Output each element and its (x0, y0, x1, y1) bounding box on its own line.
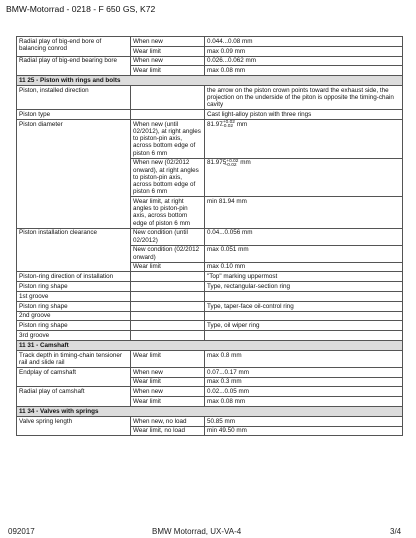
condition-cell: Wear limit (131, 66, 205, 76)
condition-cell: New condition (until 02/2012) (131, 228, 205, 245)
parameter-cell: Piston ring shape (17, 321, 131, 331)
table-row (17, 292, 403, 302)
section-title: 11 31 - Camshaft (17, 340, 403, 350)
parameter-cell: Piston diameter (17, 119, 131, 228)
condition-cell (131, 331, 205, 341)
parameter-cell: Piston ring shape (17, 301, 131, 311)
value-cell (205, 158, 403, 197)
condition-cell (131, 321, 205, 331)
value-cell: max 0.051 mm (205, 245, 403, 262)
value-cell: max 0.3 mm (205, 377, 403, 387)
value-cell: min 81.94 mm (205, 197, 403, 228)
value-cell: max 0.8 mm (205, 350, 403, 367)
condition-cell: When new (131, 56, 205, 66)
parameter-cell: Piston installation clearance (17, 228, 131, 272)
table-row (17, 387, 403, 397)
table-row (17, 119, 403, 158)
table-row (17, 321, 403, 331)
condition-cell: Wear limit, no load (131, 426, 205, 436)
value-unit: mm (240, 159, 251, 167)
value-cell: 0.04...0.056 mm (205, 228, 403, 245)
condition-cell: Wear limit (131, 377, 205, 387)
value-cell: 0.044...0.08 mm (205, 37, 403, 47)
value-cell: the arrow on the piston crown points toward the exhaust side, the projection on the underside of the piton is opposite the timing-chain cavity (205, 85, 403, 109)
footer-page-number: 3/4 (390, 527, 402, 536)
parameter-cell: Valve spring length (17, 416, 131, 436)
condition-cell: Wear limit (131, 350, 205, 367)
footer-publisher: BMW Motorrad, UX-VA-4 (152, 527, 242, 536)
parameter-cell: Radial play of big-end bore of balancing conrod (17, 37, 131, 57)
condition-cell: When new (131, 367, 205, 377)
value-cell: min 49.50 mm (205, 426, 403, 436)
section-header-row (17, 340, 403, 350)
condition-cell: When new (131, 387, 205, 397)
value-cell: 0.026...0.062 mm (205, 56, 403, 66)
condition-cell: Wear limit (131, 46, 205, 56)
parameter-cell: 2nd groove (17, 311, 131, 321)
value-cell (205, 331, 403, 341)
value-cell: Type, taper-face oil-control ring (205, 301, 403, 311)
value-cell: Type, oil wiper ring (205, 321, 403, 331)
table-row (17, 367, 403, 377)
table-row (17, 350, 403, 367)
value-cell: "Top" marking uppermost (205, 272, 403, 282)
condition-cell (131, 301, 205, 311)
value-unit: mm (236, 120, 248, 128)
value-tolerance-lower: −0.02 (224, 162, 237, 168)
parameter-cell: Piston-ring direction of installation (17, 272, 131, 282)
parameter-cell: 3rd groove (17, 331, 131, 341)
condition-cell: When new (until 02/2012), at right angles to piston-pin axis, across bottom edge of piston 6 mm (131, 119, 205, 158)
table-row (17, 37, 403, 47)
parameter-cell: Radial play of camshaft (17, 387, 131, 407)
parameter-cell: Piston, installed direction (17, 85, 131, 109)
condition-cell (131, 311, 205, 321)
value-cell: max 0.09 mm (205, 46, 403, 56)
value-main: 81.97 (207, 120, 223, 128)
section-header-row (17, 406, 403, 416)
condition-cell (131, 85, 205, 109)
condition-cell: Wear limit (131, 397, 205, 407)
value-cell (205, 119, 403, 158)
section-title: 11 25 - Piston with rings and bolts (17, 76, 403, 86)
value-cell: 0.07...0.17 mm (205, 367, 403, 377)
value-cell: Cast light-alloy piston with three rings (205, 110, 403, 120)
value-cell: 0.02...0.05 mm (205, 387, 403, 397)
condition-cell: When new (02/2012 onward), at right angles to piston-pin axis, across bottom edge of piston 6 mm (131, 158, 205, 197)
table-row (17, 110, 403, 120)
parameter-cell: Piston ring shape (17, 282, 131, 292)
value-cell: 50.85 mm (205, 416, 403, 426)
table-row (17, 301, 403, 311)
condition-cell: New condition (02/2012 onward) (131, 245, 205, 262)
spec-table-container (16, 36, 402, 436)
value-tolerance-upper: +0.02 (226, 158, 239, 164)
value-cell: max 0.08 mm (205, 397, 403, 407)
value-main: 81.975 (207, 159, 227, 167)
spec-table (16, 36, 403, 436)
condition-cell: When new, no load (131, 416, 205, 426)
condition-cell: When new (131, 37, 205, 47)
condition-cell (131, 282, 205, 292)
value-cell: max 0.08 mm (205, 66, 403, 76)
table-row (17, 331, 403, 341)
parameter-cell: Track depth in timing-chain tensioner rail and slide rail (17, 350, 131, 367)
condition-cell (131, 292, 205, 302)
condition-cell (131, 110, 205, 120)
section-header-row (17, 76, 403, 86)
table-row (17, 282, 403, 292)
value-cell: Type, rectangular-section ring (205, 282, 403, 292)
value-cell: max 0.10 mm (205, 262, 403, 272)
table-row (17, 56, 403, 66)
condition-cell: Wear limit (131, 262, 205, 272)
parameter-cell: Piston type (17, 110, 131, 120)
value-tolerance-upper: +0.02 (222, 120, 235, 126)
value-tolerance-lower: −0.02 (220, 123, 234, 129)
value-cell (205, 311, 403, 321)
condition-cell (131, 272, 205, 282)
section-title: 11 34 - Valves with springs (17, 406, 403, 416)
table-row (17, 85, 403, 109)
parameter-cell: Endplay of camshaft (17, 367, 131, 387)
parameter-cell: 1st groove (17, 292, 131, 302)
parameter-cell: Radial play of big-end bearing bore (17, 56, 131, 76)
table-row (17, 272, 403, 282)
footer-code: 092017 (8, 527, 35, 536)
table-row (17, 228, 403, 245)
condition-cell: Wear limit, at right angles to piston-pin axis, across bottom edge of piston 6 mm (131, 197, 205, 228)
table-row (17, 416, 403, 426)
document-header: BMW-Motorrad - 0218 - F 650 GS, K72 (6, 4, 156, 14)
table-row (17, 311, 403, 321)
value-cell (205, 292, 403, 302)
